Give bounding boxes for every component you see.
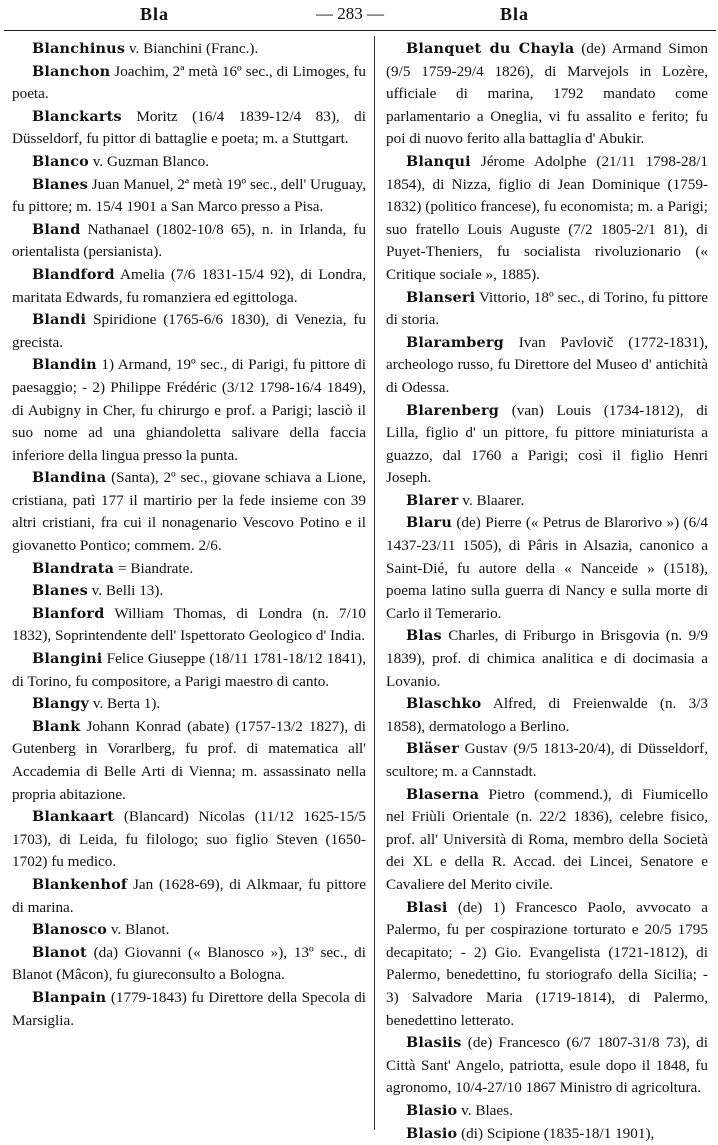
dictionary-entry	[386, 897, 708, 1033]
entry-text: Charles, di Friburgo in Brisgovia (n. 9/9 1839), prof. di chimica analitica e di docimasia a Lovanio.	[386, 627, 708, 689]
header-right-keyword: Bla	[500, 4, 529, 25]
entry-text: Joachim, 2ª metà 16º sec., di Limoges, fu poeta.	[12, 63, 366, 103]
entry-text: (Blancard) Nicolas (11/12 1625-15/5 1703), di Leida, fu filologo; suo figlio Steven (1650-1702) fu medico.	[12, 808, 366, 870]
entry-text: v. Blanot.	[111, 921, 170, 938]
entry-text: (de) Pierre (« Petrus de Blarorivo ») (6/4 1437-23/11 1505), di Pâris in Alsazia, canonico a Saint-Dié, fu autore della « Nanceide » (1518), poema latino sulla guerra di Nancy e sulla morte di Carlo il Temerario.	[386, 514, 708, 621]
entry-text: v. Blaes.	[461, 1102, 513, 1119]
entry-headword: Blanpain	[32, 989, 106, 1006]
entry-text: Amelia (7/6 1831-15/4 92), di Londra, maritata Edwards, fu romanziera ed egittologa.	[12, 266, 366, 306]
entry-headword: Blanckarts	[32, 108, 122, 125]
dictionary-entry	[12, 354, 366, 467]
dictionary-entry	[12, 106, 366, 151]
dictionary-entry	[386, 512, 708, 625]
dictionary-entry	[12, 309, 366, 354]
entry-text: Nathanael (1802-10/8 65), n. in Irlanda, fu orientalista (persianista).	[12, 221, 366, 261]
entry-headword: Blangini	[32, 650, 102, 667]
right-column	[386, 38, 708, 1145]
entry-headword: Blanseri	[406, 289, 475, 306]
page-number: — 283 —	[316, 4, 384, 24]
entry-text: Pietro (commend.), di Fiumicello nel Friùli Orientale (n. 22/2 1836), celebre fisico, prof. all' Università di Roma, membro della Società dei XL e della R. Accad. dei Lincei, Senatore e Cavaliere del Merito civile.	[386, 786, 708, 893]
dictionary-entry	[386, 490, 708, 513]
dictionary-entry	[386, 625, 708, 693]
dictionary-entry	[386, 1123, 708, 1145]
dictionary-entry	[12, 919, 366, 942]
entry-text: Gustav (9/5 1813-20/4), di Düsseldorf, scultore; m. a Cannstadt.	[386, 740, 708, 780]
entry-headword: Blandford	[32, 266, 115, 283]
entry-headword: Blankenhof	[32, 876, 127, 893]
entry-text: (1779-1843) fu Direttore della Specola di Marsiglia.	[12, 989, 366, 1029]
entry-text: Moritz (16/4 1839-12/4 83), di Düsseldorf, fu pittor di battaglie e poeta; m. a Stuttgart.	[12, 108, 366, 148]
dictionary-entry	[12, 219, 366, 264]
dictionary-entry	[12, 174, 366, 219]
dictionary-entry	[386, 287, 708, 332]
entry-headword: Bläser	[406, 740, 459, 757]
entry-headword: Blanquet du Chayla	[406, 40, 574, 57]
dictionary-entry	[386, 332, 708, 400]
entry-headword: Blaramberg	[406, 334, 504, 351]
dictionary-entry	[12, 61, 366, 106]
dictionary-entry	[386, 1032, 708, 1100]
entry-headword: Blaserna	[406, 786, 479, 803]
entry-headword: Blaru	[406, 514, 452, 531]
entry-text: Spiridione (1765-6/6 1830), di Venezia, fu grecista.	[12, 311, 366, 351]
entry-text: (da) Giovanni (« Blanosco »), 13º sec., di Blanot (Mâcon), fu giureconsulto a Bologna.	[12, 944, 366, 984]
page-header	[0, 2, 718, 32]
dictionary-entry	[12, 648, 366, 693]
entry-text: (de) 1) Francesco Paolo, avvocato a Palermo, fu per cospirazione torturato e 20/5 1795 decapitato; - 2) Gio. Evangelista (1721-1812), di Palermo, benedettino, fu storiografo della Sicilia; - 3) Salvadore Maria (1719-1814), di Palermo, benedettino letterato.	[386, 899, 708, 1029]
dictionary-entry	[386, 151, 708, 287]
dictionary-entry	[12, 806, 366, 874]
dictionary-entry	[12, 558, 366, 581]
entry-text: v. Berta 1).	[93, 695, 160, 712]
dictionary-entry	[386, 1100, 708, 1123]
entry-headword: Blasio	[406, 1125, 457, 1142]
entry-headword: Blandin	[32, 356, 97, 373]
dictionary-entry	[386, 784, 708, 897]
entry-headword: Blaschko	[406, 695, 481, 712]
entry-headword: Blasiis	[406, 1034, 462, 1051]
dictionary-entry	[12, 987, 366, 1032]
entry-text: Felice Giuseppe (18/11 1781-18/12 1841), di Torino, fu compositore, a Parigi maestro di canto.	[12, 650, 366, 690]
dictionary-entry	[12, 693, 366, 716]
entry-headword: Blanco	[32, 153, 89, 170]
entry-text: Vittorio, 18º sec., di Torino, fu pittore di storia.	[386, 289, 708, 329]
entry-headword: Blandi	[32, 311, 86, 328]
dictionary-entry	[386, 738, 708, 783]
entry-text: = Biandrate.	[118, 560, 193, 577]
dictionary-entry	[12, 467, 366, 557]
entry-headword: Blanchinus	[32, 40, 125, 57]
dictionary-entry	[386, 693, 708, 738]
entry-text: Jan (1628-69), di Alkmaar, fu pittore di marina.	[12, 876, 366, 916]
left-column	[12, 38, 366, 1032]
entry-text: Ivan Pavlovič (1772-1831), archeologo russo, fu Direttore del Museo d' antichità di Odessa.	[386, 334, 708, 396]
header-left-keyword: Bla	[140, 4, 169, 25]
entry-headword: Blarenberg	[406, 402, 499, 419]
entry-headword: Blanes	[32, 176, 88, 193]
dictionary-entry	[12, 874, 366, 919]
entry-headword: Blasi	[406, 899, 448, 916]
entry-headword: Blanford	[32, 605, 104, 622]
entry-headword: Blandina	[32, 469, 106, 486]
dictionary-entry	[12, 580, 366, 603]
entry-text: v. Bianchini (Franc.).	[129, 40, 258, 57]
entry-headword: Blandrata	[32, 560, 114, 577]
entry-text: v. Guzman Blanco.	[93, 153, 209, 170]
entry-headword: Blankaart	[32, 808, 114, 825]
dictionary-entry	[12, 151, 366, 174]
header-rule	[4, 30, 716, 31]
entry-text: (de) Francesco (6/7 1807-31/8 73), di Città Sant' Angelo, patriotta, esule dopo il 1848, fu agronomo, 10/4-27/10 1867 Ministro di agricoltura.	[386, 1034, 708, 1096]
dictionary-entry	[12, 264, 366, 309]
entry-text: Jérome Adolphe (21/11 1798-28/1 1854), di Nizza, figlio di Jean Dominique (1759-1832) (politico francese), fu economista; m. a Parigi; suo fratello Louis Auguste (7/2 1805-2/1 81), di Puyet-Theniers, fu socialista rivoluzionario (« Critique sociale », 1885).	[386, 153, 708, 283]
dictionary-entry	[12, 716, 366, 806]
entry-headword: Blasio	[406, 1102, 457, 1119]
entry-headword: Bland	[32, 221, 80, 238]
entry-headword: Blas	[406, 627, 442, 644]
entry-headword: Blanosco	[32, 921, 107, 938]
entry-text: Alfred, di Freienwalde (n. 3/3 1858), dermatologo a Berlino.	[386, 695, 708, 735]
entry-text: 1) Armand, 19º sec., di Parigi, fu pittore di paesaggio; - 2) Philippe Frédéric (3/12 1798-16/4 1849), di Aubigny in Cher, fu chirurgo e prof. a Parigi; lasciò il suo nome ad una ghiandoletta salivare della faccia inferiore della lingua presso la punta.	[12, 356, 366, 463]
entry-headword: Blanes	[32, 582, 88, 599]
column-divider	[374, 36, 375, 1130]
dictionary-entry	[12, 942, 366, 987]
entry-text: (van) Louis (1734-1812), di Lilla, figlio d' un pittore, fu pittore miniaturista a guazzo, dal 1760 a Parigi; così il figlio Henri Joseph.	[386, 402, 708, 487]
dictionary-entry	[12, 603, 366, 648]
entry-text: (Santa), 2º sec., giovane schiava a Lione, cristiana, patì 177 il martirio per la fede insieme con 39 altri cristiani, fra cui il nonagenario Vescovo Potino e il giovanetto Pontico; commem. 2/6.	[12, 469, 366, 554]
entry-text: (di) Scipione (1835-18/1 1901),	[461, 1125, 654, 1142]
entry-headword: Blank	[32, 718, 80, 735]
dictionary-entry	[386, 400, 708, 490]
entry-text: Johann Konrad (abate) (1757-13/2 1827), di Gutenberg in Vorarlberg, fu prof. di matematica all' Accademia di Belle Arti di Vienna; m. assassinato nella propria abitazione.	[12, 718, 366, 803]
entry-text: v. Blaarer.	[462, 492, 524, 509]
entry-headword: Blangy	[32, 695, 89, 712]
entry-text: v. Belli 13).	[92, 582, 164, 599]
entry-text: Juan Manuel, 2ª metà 19º sec., dell' Uruguay, fu pittore; m. 15/4 1901 a San Marco presso a Pisa.	[12, 176, 366, 216]
entry-text: William Thomas, di Londra (n. 7/10 1832), Soprintendente dell' Ispettorato Geologico d' India.	[12, 605, 366, 645]
entry-headword: Blarer	[406, 492, 458, 509]
entry-headword: Blanchon	[32, 63, 110, 80]
dictionary-entry	[12, 38, 366, 61]
entry-text: (de) Armand Simon (9/5 1759-29/4 1826), di Marvejols in Lozère, ufficiale di marina, 1792 mandato come parlamentario a Oneglia, vi fu assalito e ferito; fu poi di nuovo ferito alla battaglia d' Abukir.	[386, 40, 708, 147]
dictionary-entry	[386, 38, 708, 151]
entry-headword: Blanot	[32, 944, 87, 961]
entry-headword: Blanqui	[406, 153, 471, 170]
